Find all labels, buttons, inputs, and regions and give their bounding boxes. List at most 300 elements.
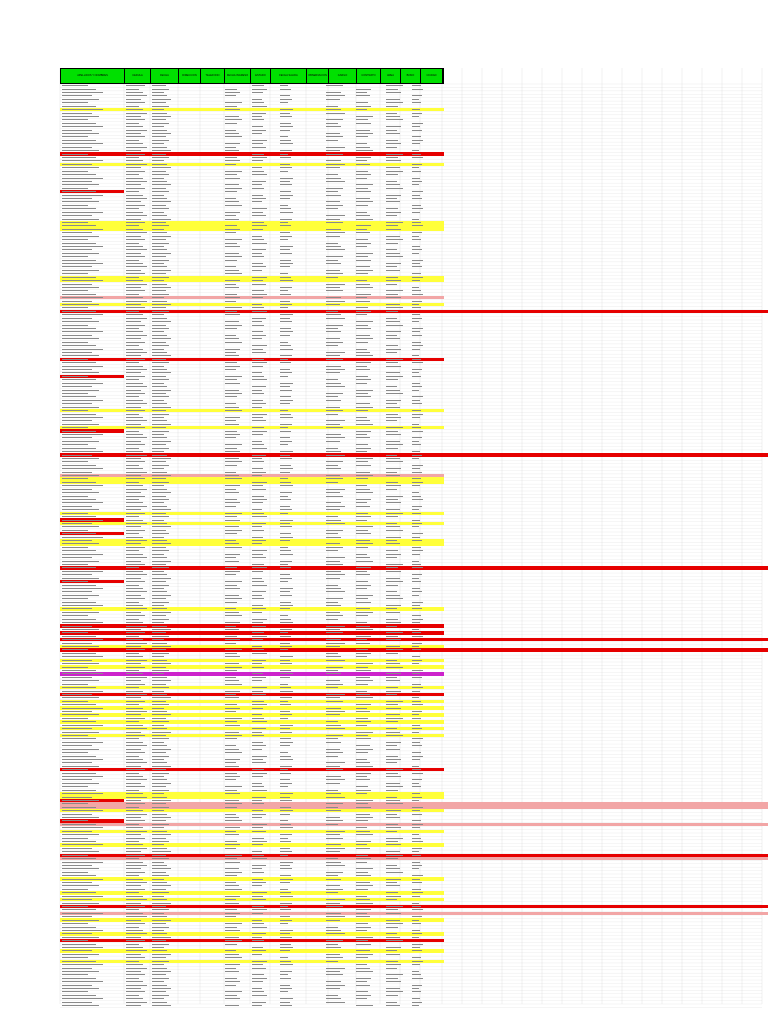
cell-text [152,113,167,114]
cell-text [280,964,293,965]
cell-text [356,297,367,298]
cell-text [356,89,371,90]
cell-text [356,868,373,869]
cell-text [152,215,167,216]
cell-text [252,882,266,883]
cell-text [412,109,420,110]
cell-text [280,779,290,780]
cell-text [225,393,242,394]
cell-text [126,335,147,336]
cell-text [386,400,401,401]
cell-text [386,954,400,955]
cell-text [126,338,141,339]
cell-text [326,769,343,770]
cell-text [62,246,103,247]
cell-text [412,342,421,343]
cell-text [126,150,141,151]
cell-text [326,366,341,367]
cell-text [280,786,288,787]
cell-text [326,762,345,763]
cell-text [280,588,293,589]
cell-text [326,1002,345,1003]
cell-text [386,1005,400,1006]
cell-text [280,386,290,387]
cell-text [152,677,167,678]
cell-text [386,591,397,592]
cell-text [225,855,242,856]
cell-text [412,499,423,500]
cell-text [280,485,293,486]
cell-text [252,855,264,856]
cell-text [62,745,92,746]
cell-text [386,571,401,572]
cell-text [152,307,166,308]
cell-text [152,769,166,770]
cell-text [412,834,419,835]
cell-text [386,307,403,308]
cell-text [62,687,96,688]
cell-text [152,181,167,182]
cell-text [326,571,341,572]
cell-text [152,585,169,586]
cell-text [62,475,99,476]
cell-text [152,533,169,534]
cell-text [252,318,266,319]
cell-text [386,318,397,319]
cell-text [326,619,338,620]
header-cell[interactable]: FECHA [151,69,179,83]
cell-text [252,564,264,565]
header-cell[interactable]: TELEFONO [201,69,225,83]
cell-text [152,844,164,845]
cell-text [62,109,103,110]
cell-text [225,954,239,955]
header-cell[interactable]: OBSERVACION [307,69,329,83]
header-cell[interactable]: CEDULA [125,69,151,83]
cell-text [386,444,403,445]
cell-text [386,844,401,845]
cell-text [252,171,264,172]
header-cell[interactable]: CONTRATO [357,69,381,83]
cell-text [356,653,371,654]
cell-text [326,783,340,784]
cell-text [225,260,237,261]
cell-text [126,325,145,326]
cell-text [412,345,423,346]
cell-text [152,691,164,692]
cell-text [412,376,421,377]
cell-text [225,116,239,117]
cell-text [356,403,370,404]
cell-text [225,807,237,808]
cell-text [412,807,423,808]
cell-text [225,776,240,777]
cell-text [280,492,292,493]
cell-text [326,325,343,326]
cell-text [62,472,92,473]
cell-text [280,615,288,616]
cell-text [356,680,373,681]
cell-text [326,465,338,466]
cell-text [386,277,398,278]
cell-text [62,814,92,815]
cell-text [225,998,240,999]
cell-text [225,321,239,322]
cell-text [280,756,291,757]
cell-text [152,325,166,326]
header-cell[interactable]: APELLIDOS Y NOMBRES [61,69,125,83]
cell-text [326,219,340,220]
cell-text [126,899,147,900]
cell-text [252,759,263,760]
cell-text [62,670,96,671]
cell-text [62,701,88,702]
cell-text [62,225,96,226]
header-cell[interactable]: FECHA INGRESO [225,69,251,83]
cell-text [152,147,167,148]
cell-text [152,266,167,267]
cell-text [280,427,288,428]
cell-text [62,191,96,192]
cell-text [326,263,341,264]
cell-text [280,909,291,910]
cell-text [386,393,403,394]
cell-text [386,212,401,213]
cell-text [62,530,88,531]
cell-text [356,814,370,815]
cell-text [386,222,403,223]
cell-text [62,588,103,589]
cell-text [152,998,164,999]
cell-text [252,239,264,240]
cell-text [126,728,147,729]
cell-text [62,208,96,209]
cell-text [225,749,239,750]
cell-text [356,321,373,322]
cell-text [356,465,371,466]
cell-text [252,968,266,969]
cell-text [412,266,422,267]
cell-text [152,985,167,986]
table-row[interactable] [60,1004,768,1007]
cell-text [62,790,96,791]
header-cell[interactable]: CARGO [329,69,357,83]
cell-text [62,817,99,818]
cell-text [152,776,164,777]
cell-text [326,848,345,849]
cell-text [386,728,397,729]
cell-text [252,899,266,900]
cell-text [62,458,99,459]
cell-text [225,366,240,367]
cell-text [225,639,240,640]
cell-text [126,417,143,418]
cell-text [412,290,421,291]
cell-text [326,602,338,603]
cell-text [152,376,166,377]
cell-text [225,174,237,175]
cell-text [62,810,103,811]
cell-text [386,838,403,839]
cell-text [62,386,92,387]
cell-text [126,923,145,924]
cell-text [412,971,419,972]
cell-text [386,786,403,787]
cell-text [326,961,338,962]
cell-text [126,379,139,380]
cell-text [326,639,341,640]
cell-text [152,167,171,168]
cell-text [252,950,266,951]
cell-text [252,653,267,654]
cell-text [280,820,288,821]
cell-text [62,762,92,763]
cell-text [152,130,167,131]
cell-text [412,991,421,992]
cell-text [280,390,292,391]
cell-text [326,585,338,586]
cell-text [62,400,103,401]
cell-text [280,441,292,442]
cell-text [412,113,422,114]
cell-text [62,961,96,962]
cell-text [280,834,292,835]
cell-text [152,246,164,247]
cell-text [152,598,166,599]
cell-text [356,106,371,107]
cell-text [326,232,345,233]
cell-text [356,882,370,883]
cell-text [152,827,164,828]
cell-text [326,879,341,880]
cell-text [126,543,141,544]
cell-text [62,742,103,743]
header-cell[interactable]: AREA [381,69,401,83]
cell-text [356,540,370,541]
cell-text [225,92,240,93]
cell-text [152,663,171,664]
cell-text [252,742,263,743]
cell-text [62,998,103,999]
cell-text [62,540,92,541]
cell-text [152,899,167,900]
cell-text [252,201,262,202]
cell-text [252,147,266,148]
cell-text [280,499,291,500]
cell-text [386,99,400,100]
cell-text [126,694,147,695]
cell-text [356,930,367,931]
cell-text [280,670,291,671]
cell-text [280,851,292,852]
cell-text [326,817,340,818]
cell-text [62,219,99,220]
cell-text [326,195,341,196]
cell-text [386,882,397,883]
cell-text [225,643,236,644]
cell-text [326,738,338,739]
cell-text [62,160,103,161]
cell-text [225,106,237,107]
cell-text [386,448,398,449]
cell-text [356,239,368,240]
cell-text [252,349,263,350]
header-cell[interactable]: CIUDAD [421,69,443,83]
header-cell[interactable]: FECHA SALIDA [271,69,307,83]
cell-text [386,167,400,168]
cell-text [152,957,166,958]
cell-text [326,930,341,931]
cell-text [152,865,167,866]
cell-text [126,509,141,510]
cell-text [412,738,423,739]
cell-text [386,89,398,90]
cell-text [225,554,240,555]
cell-text [412,140,423,141]
cell-text [152,461,166,462]
cell-text [280,933,290,934]
cell-text [62,704,96,705]
cell-text [326,578,340,579]
cell-text [356,489,370,490]
cell-text [152,85,166,86]
cell-text [126,89,139,90]
cell-text [252,567,267,568]
cell-text [152,222,166,223]
cell-text [62,448,96,449]
cell-text [326,455,345,456]
cell-text [62,933,92,934]
cell-text [126,704,139,705]
cell-text [152,783,171,784]
cell-text [280,191,291,192]
cell-text [126,188,145,189]
cell-text [152,800,171,801]
cell-text [62,721,96,722]
cell-text [412,249,422,250]
cell-text [126,721,139,722]
cell-text [252,280,263,281]
cell-text [412,957,421,958]
cell-text [386,653,398,654]
cell-text [152,516,169,517]
cell-text [152,602,169,603]
cell-text [62,215,92,216]
cell-text [62,667,88,668]
cell-text [356,612,373,613]
cell-text [252,253,262,254]
cell-text [356,294,371,295]
cell-text [152,564,166,565]
cell-text [126,820,145,821]
cell-text [326,574,345,575]
cell-text [152,673,164,674]
cell-text [126,154,145,155]
cell-text [126,109,143,110]
cell-text [62,896,103,897]
cell-text [280,136,288,137]
cell-text [252,307,264,308]
cell-text [280,745,290,746]
cell-text [412,622,420,623]
cell-text [152,420,167,421]
cell-text [252,814,266,815]
cell-text [62,345,96,346]
cell-text [326,831,345,832]
cell-text [356,643,370,644]
cell-text [386,714,400,715]
cell-text [356,670,371,671]
cell-text [62,691,103,692]
cell-text [126,585,139,586]
cell-text [62,968,92,969]
cell-text [412,95,422,96]
cell-text [356,219,373,220]
header-cell[interactable]: BONO [401,69,421,83]
cell-text [126,827,143,828]
cell-text [225,273,242,274]
cell-text [62,793,103,794]
cell-text [225,396,237,397]
cell-text [412,810,420,811]
cell-text [386,564,403,565]
cell-text [326,537,341,538]
cell-text [280,331,293,332]
cell-text [356,923,368,924]
cell-text [280,769,288,770]
cell-text [252,838,264,839]
cell-text [126,896,143,897]
cell-text [356,937,373,938]
cell-text [386,673,401,674]
cell-text [412,219,419,220]
cell-text [412,478,421,479]
cell-text [62,468,103,469]
cell-text [62,379,96,380]
cell-text [152,359,166,360]
cell-text [326,270,340,271]
cell-text [62,708,103,709]
cell-text [62,718,88,719]
cell-text [252,680,262,681]
header-cell[interactable]: DIRECCION [179,69,201,83]
cell-text [280,595,292,596]
cell-text [356,376,368,377]
cell-text [225,369,236,370]
header-cell[interactable]: ESTADO [251,69,271,83]
cell-text [356,543,373,544]
cell-text [62,338,99,339]
cell-text [152,557,167,558]
cell-text [412,1005,419,1006]
cell-text [225,725,240,726]
cell-text [386,913,401,914]
cell-text [126,612,141,613]
cell-text [356,260,371,261]
cell-text [280,814,290,815]
cell-text [326,629,340,630]
cell-text [225,352,236,353]
cell-text [386,208,398,209]
cell-text [356,164,370,165]
cell-text [252,513,264,514]
cell-text [152,349,164,350]
cell-text [252,198,266,199]
cell-text [126,632,145,633]
cell-text [126,393,145,394]
cell-text [356,266,370,267]
cell-text [152,547,166,548]
